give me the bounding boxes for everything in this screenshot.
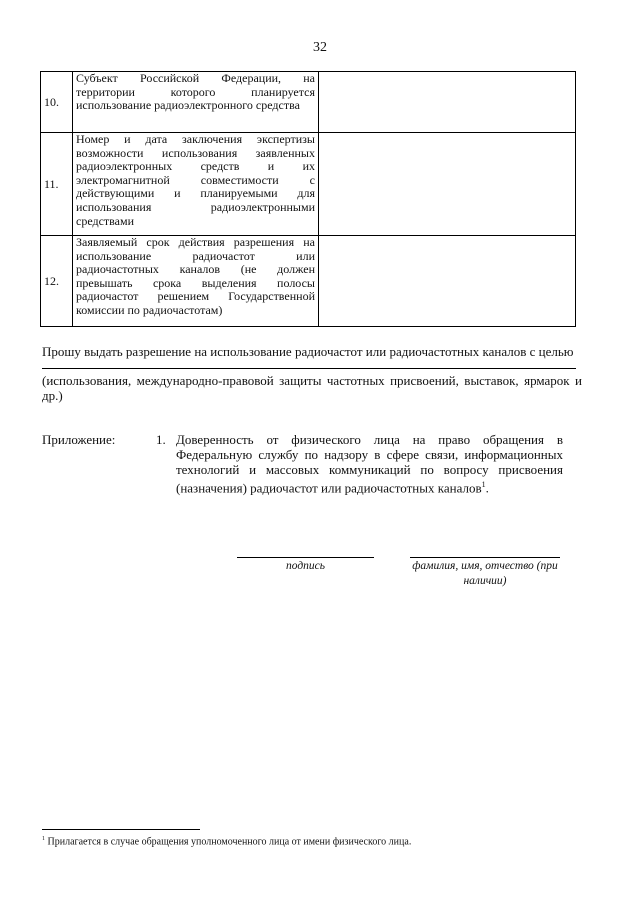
form-table [40,71,576,327]
attachment-label: Приложение: [42,432,116,447]
table-row [41,133,576,236]
table-row [41,236,576,327]
row-value[interactable] [319,236,576,327]
request-text: Прошу выдать разрешение на использование радиочастот или радиочастотных каналов с целью [42,344,574,359]
table-row [41,72,576,133]
attachment-text [176,432,563,495]
attachment-number: 1. [156,432,166,447]
purpose-fill-line[interactable] [42,368,576,369]
signature-line[interactable] [237,557,374,558]
purpose-note: (использования, международно-правовой защиты частотных присвоений, выставок, ярмарок и др.) [42,373,582,403]
footnote-mark: 1 [42,836,45,842]
footnote [42,836,582,847]
row-number: 11. [41,133,73,236]
footnote-ref: 1 [481,480,486,489]
footnote-divider [42,829,200,830]
row-value[interactable] [319,133,576,236]
row-number: 10. [41,72,73,133]
row-label: Субъект Российской Федерации, на территории которого планируется использование радиоэлектронного средства [73,72,319,133]
attachment-body: Доверенность от физического лица на право обращения в Федеральную службу по надзору в сфере связи, информационных технологий и массовых коммуникаций по вопросу присвоения (назначения) радиочастот или радиочастотных каналов [176,432,563,496]
row-number: 12. [41,236,73,327]
page-number: 32 [313,40,327,55]
signature-caption: подпись [285,560,325,572]
row-label: Номер и дата заключения экспертизы возможности использования заявленных радиоэлектронных средств и их электромагнитной совместимости с действующими и планируемыми для использования радиоэлектронными средствами [73,133,319,236]
name-line[interactable] [410,557,560,558]
row-label: Заявляемый срок действия разрешения на использование радиочастот или радиочастотных каналов (не должен превышать срока выделения полосы радиочастот решением Государственной комиссии по радиочастотам) [73,236,319,327]
attachment-end: . [485,480,489,496]
name-caption: фамилия, имя, отчество (при наличии) [412,560,558,587]
footnote-text: Прилагается в случае обращения уполномоченного лица от имени физического лица. [45,836,412,848]
row-value[interactable] [319,72,576,133]
